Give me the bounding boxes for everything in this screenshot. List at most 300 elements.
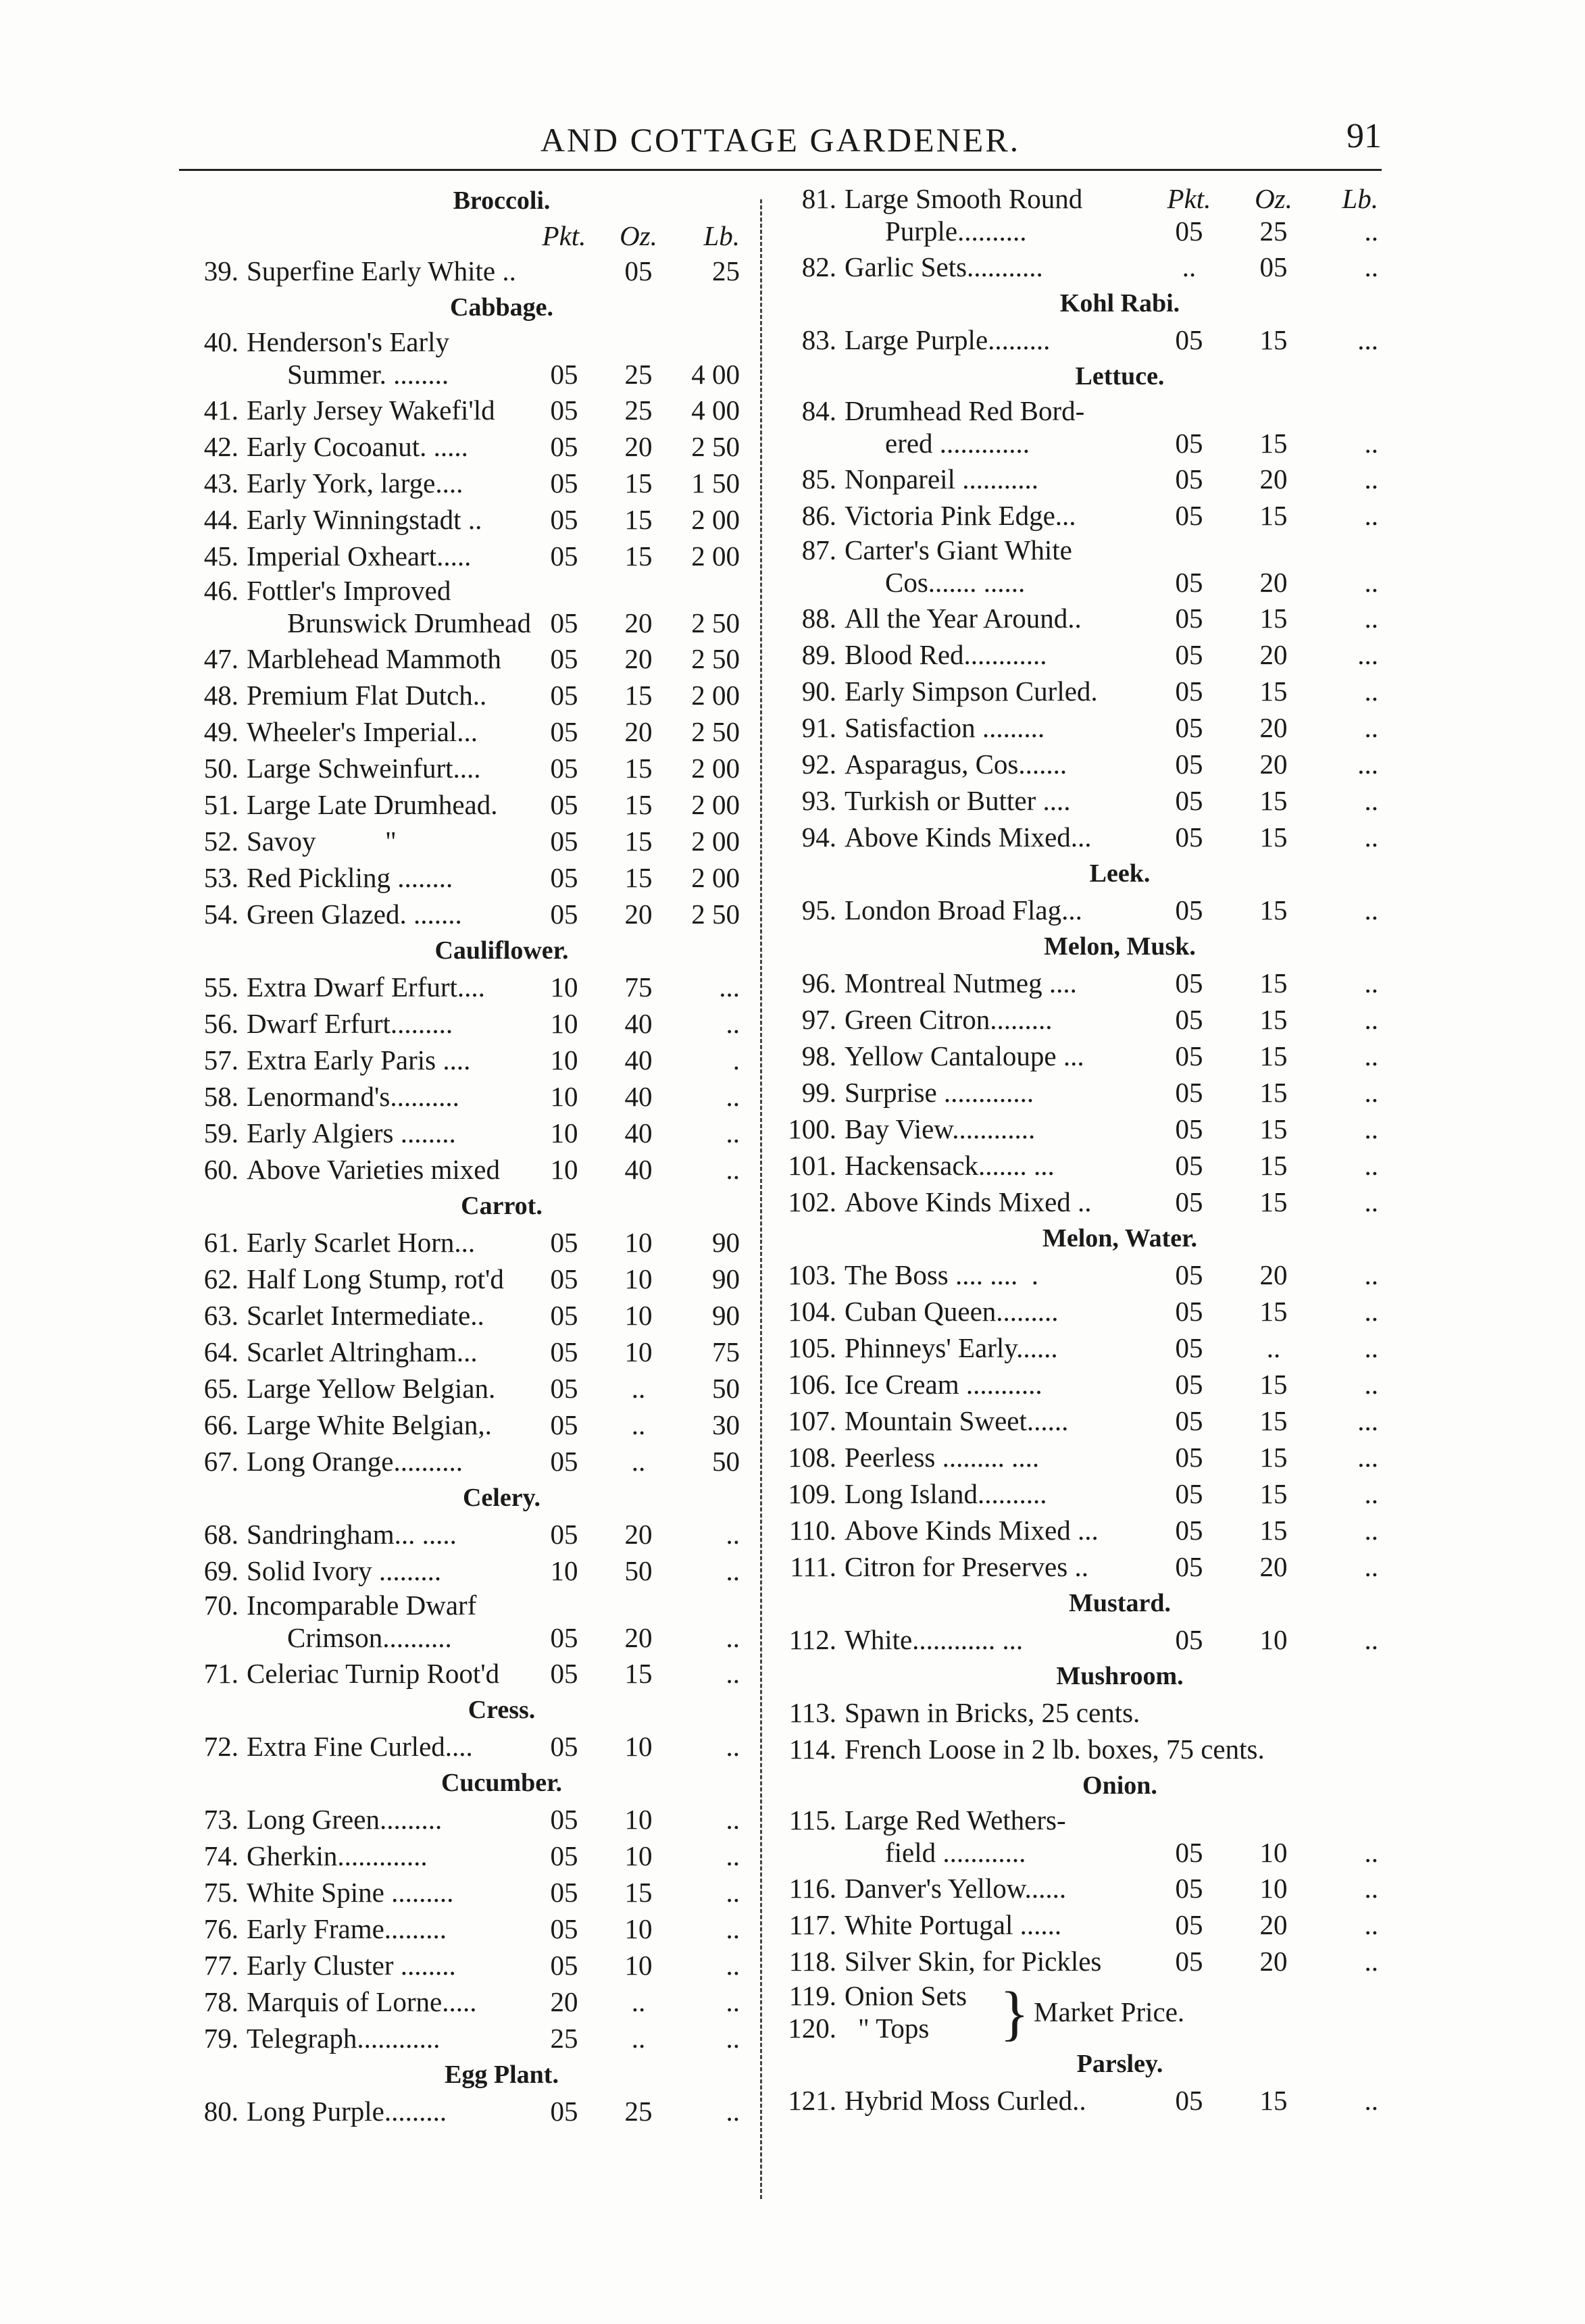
item-number: 51. xyxy=(203,789,238,820)
price-oz: 15 xyxy=(624,826,653,857)
price-lb: .. xyxy=(726,1658,740,1689)
seed-row xyxy=(777,1548,1382,1585)
price-lb: .. xyxy=(726,2096,740,2127)
seed-row xyxy=(179,501,743,538)
price-oz: 20 xyxy=(624,716,653,747)
price-lb: 2 50 xyxy=(691,431,740,462)
price-lb: 90 xyxy=(712,1263,740,1294)
price-oz: 20 xyxy=(1259,639,1288,670)
item-number: 96. xyxy=(801,967,836,999)
seed-row xyxy=(179,253,743,289)
price-oz: 15 xyxy=(1259,1369,1288,1400)
item-name: Long Orange.......... xyxy=(247,1446,463,1477)
item-name-line2: Purple.......... xyxy=(885,216,1027,247)
price-lb: 2 50 xyxy=(691,716,740,747)
price-lb: .. xyxy=(1364,1186,1378,1217)
price-lb: .. xyxy=(1364,967,1378,999)
price-pkt: .. xyxy=(1182,251,1197,282)
price-pkt: 05 xyxy=(1175,894,1203,926)
item-name: London Broad Flag... xyxy=(845,894,1082,926)
item-number: 50. xyxy=(203,753,238,784)
item-name: Celeriac Turnip Root'd xyxy=(247,1658,500,1689)
price-lb: 2 00 xyxy=(691,862,740,893)
price-lb: .. xyxy=(1364,251,1378,282)
item-name: Large Yellow Belgian. xyxy=(247,1373,496,1404)
item-number: 55. xyxy=(203,971,238,1003)
section-heading: Cress. xyxy=(468,1696,536,1724)
price-pkt: 05 xyxy=(550,1804,578,1835)
item-number: 61. xyxy=(203,1227,238,1258)
item-number: 43. xyxy=(203,468,238,499)
item-number: 73. xyxy=(203,1804,238,1835)
item-name-line1: Onion Sets xyxy=(845,1980,967,2011)
item-name: Lenormand's.......... xyxy=(247,1081,459,1112)
item-name: Marblehead Mammoth xyxy=(247,643,501,674)
price-pkt: 05 xyxy=(550,1622,578,1653)
price-oz: 15 xyxy=(1259,1077,1288,1108)
item-name: Long Island.......... xyxy=(845,1478,1047,1509)
price-lb: .. xyxy=(726,1840,740,1871)
item-number: 49. xyxy=(203,716,238,747)
price-pkt: 05 xyxy=(550,643,578,674)
item-number: 60. xyxy=(203,1154,238,1185)
item-number: 84. xyxy=(801,395,836,426)
price-pkt: 05 xyxy=(1175,1478,1203,1509)
item-name: All the Year Around.. xyxy=(845,603,1082,634)
price-oz: 20 xyxy=(1259,712,1288,743)
price-pkt: 05 xyxy=(1175,1004,1203,1035)
price-oz: 25 xyxy=(1259,216,1288,247)
item-name: Imperial Oxheart..... xyxy=(247,540,472,572)
price-pkt: 05 xyxy=(550,1446,578,1477)
item-number: 116. xyxy=(788,1873,836,1904)
item-number: 81. xyxy=(801,183,836,214)
item-name xyxy=(247,326,449,390)
item-number: 79. xyxy=(203,2023,238,2054)
item-name: Extra Fine Curled.... xyxy=(247,1731,473,1762)
item-name xyxy=(845,534,1072,599)
item-number: 115. xyxy=(788,1804,836,1836)
price-pkt: 20 xyxy=(550,1986,578,2017)
price-lb: 4 00 xyxy=(691,395,740,426)
price-oz: 15 xyxy=(1259,1186,1288,1217)
item-number: 70. xyxy=(203,1590,238,1621)
seed-row xyxy=(179,465,743,501)
price-lb: .. xyxy=(1364,567,1378,598)
item-number: 71. xyxy=(203,1658,238,1689)
price-oz: 15 xyxy=(1259,1113,1288,1144)
item-number: 59. xyxy=(203,1117,238,1148)
price-pkt: 05 xyxy=(550,1373,578,1404)
item-number: 92. xyxy=(801,749,836,780)
price-pkt: 05 xyxy=(550,540,578,572)
seed-row xyxy=(179,1151,743,1188)
price-oz: 20 xyxy=(624,899,653,930)
item-number: 80. xyxy=(203,2096,238,2127)
seed-row xyxy=(777,1293,1382,1330)
seed-row xyxy=(179,1516,743,1552)
price-lb: .. xyxy=(1364,603,1378,634)
item-name-line1: Large Smooth Round xyxy=(845,183,1083,214)
price-lb: .. xyxy=(1364,785,1378,816)
item-name: Gherkin............. xyxy=(247,1840,428,1871)
price-lb: .. xyxy=(1364,1624,1378,1655)
price-oz: .. xyxy=(631,1373,646,1404)
section-heading: Cabbage. xyxy=(449,293,554,322)
price-lb: .. xyxy=(1364,1332,1378,1363)
item-number: 47. xyxy=(203,643,238,674)
price-pkt: 10 xyxy=(550,1044,578,1076)
item-number: 53. xyxy=(203,862,238,893)
item-name: Turkish or Butter .... xyxy=(845,785,1071,816)
column-header xyxy=(179,219,743,253)
price-oz: 20 xyxy=(1259,567,1288,598)
price-pkt: 05 xyxy=(1175,822,1203,853)
seed-row xyxy=(777,1403,1382,1439)
item-number: 66. xyxy=(203,1409,238,1440)
seed-row xyxy=(777,673,1382,709)
item-name: Surprise ............. xyxy=(845,1077,1034,1108)
seed-row xyxy=(777,1111,1382,1147)
price-lb: .. xyxy=(1364,1296,1378,1327)
item-name-line1: Fottler's Improved xyxy=(247,575,451,606)
price-oz: 10 xyxy=(1259,1837,1288,1868)
item-name: Superfine Early White .. xyxy=(247,255,516,286)
item-number: 104. xyxy=(788,1296,836,1327)
price-lb: 4 00 xyxy=(691,359,740,390)
price-pkt: 05 xyxy=(1175,785,1203,816)
item-name: Mountain Sweet...... xyxy=(845,1405,1069,1436)
price-pkt: 05 xyxy=(550,899,578,930)
price-pkt: 10 xyxy=(550,1154,578,1185)
price-oz: 20 xyxy=(1259,1259,1288,1290)
item-number: 100. xyxy=(788,1113,836,1144)
price-pkt: 05 xyxy=(550,862,578,893)
price-pkt: 05 xyxy=(550,716,578,747)
price-lb: .. xyxy=(1364,1873,1378,1904)
price-pkt: 05 xyxy=(1175,1405,1203,1436)
price-lb: ... xyxy=(1357,639,1378,670)
item-number: 56. xyxy=(203,1008,238,1039)
item-name: Premium Flat Dutch.. xyxy=(247,680,487,711)
item-name: Citron for Preserves .. xyxy=(845,1551,1088,1582)
price-lb: 2 50 xyxy=(691,899,740,930)
price-oz: 25 xyxy=(624,359,653,390)
header-pkt: Pkt. xyxy=(1167,183,1211,214)
seed-row xyxy=(777,1439,1382,1475)
price-oz: 20 xyxy=(1259,463,1288,495)
seed-row xyxy=(179,2093,743,2129)
price-lb: .. xyxy=(726,1622,740,1653)
item-number: 88. xyxy=(801,603,836,634)
price-pkt: 05 xyxy=(550,359,578,390)
price-oz: 15 xyxy=(624,468,653,499)
item-name: Marquis of Lorne..... xyxy=(247,1986,477,2017)
seed-row xyxy=(179,969,743,1005)
price-lb: .. xyxy=(1364,428,1378,459)
item-name: White Spine ......... xyxy=(247,1877,454,1908)
price-pkt: 05 xyxy=(550,680,578,711)
price-pkt: 05 xyxy=(1175,712,1203,743)
seed-row xyxy=(179,1911,743,1947)
price-pkt: 05 xyxy=(1175,1040,1203,1071)
seed-row xyxy=(777,2082,1382,2119)
price-lb: ... xyxy=(1357,1405,1378,1436)
item-name: Early Cocoanut. ..... xyxy=(247,431,468,462)
price-oz: 15 xyxy=(624,789,653,820)
item-name: Early York, large.... xyxy=(247,468,463,499)
header-pkt: Pkt. xyxy=(542,220,586,251)
price-oz: 20 xyxy=(1259,1909,1288,1940)
item-name: Long Purple......... xyxy=(247,2096,447,2127)
seed-row xyxy=(777,965,1382,1001)
price-pkt: 05 xyxy=(550,607,578,638)
price-pkt: 05 xyxy=(550,789,578,820)
item-number: 109. xyxy=(788,1478,836,1509)
price-pkt: 05 xyxy=(1175,1332,1203,1363)
seed-row xyxy=(179,1655,743,1692)
column-divider xyxy=(760,199,762,2199)
price-oz: 15 xyxy=(1259,967,1288,999)
price-oz: 10 xyxy=(624,1913,653,1944)
seed-row xyxy=(777,1184,1382,1220)
seed-row xyxy=(179,392,743,428)
price-lb: .. xyxy=(1364,463,1378,495)
item-name-line1: Drumhead Red Bord- xyxy=(845,395,1085,426)
seed-row xyxy=(777,322,1382,358)
item-name: Early Frame......... xyxy=(247,1913,447,1944)
item-name: Asparagus, Cos....... xyxy=(845,749,1067,780)
section-heading: Mustard. xyxy=(1069,1589,1171,1617)
price-oz: 10 xyxy=(624,1731,653,1762)
seed-row xyxy=(777,1804,1382,1870)
price-lb: .. xyxy=(726,1008,740,1039)
item-name-line1: Henderson's Early xyxy=(247,326,449,357)
price-oz: 20 xyxy=(624,1519,653,1550)
price-oz: 10 xyxy=(1259,1624,1288,1655)
price-oz: 20 xyxy=(624,607,653,638)
item-number: 46. xyxy=(203,575,238,606)
item-name: Long Green......... xyxy=(247,1804,443,1835)
item-name: Solid Ivory ......... xyxy=(247,1555,442,1586)
price-oz: 40 xyxy=(624,1154,653,1185)
price-oz: 15 xyxy=(624,753,653,784)
price-oz: 10 xyxy=(624,1840,653,1871)
price-oz: 10 xyxy=(624,1300,653,1331)
item-name xyxy=(845,395,1084,459)
item-number: 87. xyxy=(801,534,836,565)
price-lb: ... xyxy=(719,971,740,1003)
item-number: 68. xyxy=(203,1519,238,1550)
price-pkt: 05 xyxy=(1175,749,1203,780)
price-lb: .. xyxy=(726,2023,740,2054)
item-name: Above Kinds Mixed .. xyxy=(845,1186,1092,1217)
price-oz: 15 xyxy=(1259,822,1288,853)
price-pkt: 05 xyxy=(550,2096,578,2127)
seed-row xyxy=(777,1330,1382,1366)
seed-row xyxy=(179,1874,743,1911)
item-number: 42. xyxy=(203,431,238,462)
price-pkt: 05 xyxy=(1175,463,1203,495)
seed-row xyxy=(179,1334,743,1370)
price-lb: .. xyxy=(1364,1113,1378,1144)
item-number: 72. xyxy=(203,1731,238,1762)
price-pkt: 05 xyxy=(550,826,578,857)
seed-row xyxy=(179,1984,743,2020)
price-lb: .. xyxy=(1364,2085,1378,2116)
section-heading: Egg Plant. xyxy=(445,2061,559,2089)
seed-row xyxy=(777,1475,1382,1512)
price-pkt: 05 xyxy=(550,1840,578,1871)
price-lb: . xyxy=(732,1044,740,1076)
seed-row xyxy=(777,461,1382,497)
seed-row xyxy=(179,1589,743,1655)
seed-row xyxy=(179,1370,743,1407)
seed-row xyxy=(179,428,743,465)
item-name: The Boss .... .... . xyxy=(845,1259,1038,1290)
item-number: 63. xyxy=(203,1300,238,1331)
seed-row xyxy=(179,1801,743,1838)
item-number: 94. xyxy=(801,822,836,853)
seed-row xyxy=(777,600,1382,636)
price-pkt: 05 xyxy=(550,431,578,462)
item-number: 117. xyxy=(788,1909,836,1940)
item-number: 95. xyxy=(801,894,836,926)
seed-row xyxy=(777,497,1382,534)
item-number: 52. xyxy=(203,826,238,857)
price-oz: 15 xyxy=(1259,428,1288,459)
item-name: Garlic Sets........... xyxy=(845,251,1043,282)
price-oz: 20 xyxy=(1259,1946,1288,1977)
item-number: 121. xyxy=(788,2085,836,2116)
price-lb: .. xyxy=(1364,216,1378,247)
item-name: Large Late Drumhead. xyxy=(247,789,498,820)
item-name: Silver Skin, for Pickles xyxy=(845,1946,1102,1977)
seed-row xyxy=(777,1147,1382,1184)
price-pkt: 05 xyxy=(1175,216,1203,247)
section-heading: Kohl Rabi. xyxy=(1059,289,1180,318)
item-number: 103. xyxy=(788,1259,836,1290)
page-number: 91 xyxy=(1347,117,1382,155)
price-pkt: 05 xyxy=(1175,1624,1203,1655)
seed-row xyxy=(777,709,1382,746)
seed-row xyxy=(179,1297,743,1334)
item-name xyxy=(845,182,1082,247)
section-heading: Lettuce. xyxy=(1075,362,1165,390)
seed-row xyxy=(777,395,1382,461)
section-heading: Melon, Water. xyxy=(1042,1224,1198,1253)
item-name: Ice Cream ........... xyxy=(845,1369,1042,1400)
item-name-line2: Crimson.......... xyxy=(287,1622,452,1653)
price-lb: 2 00 xyxy=(691,826,740,857)
price-oz: .. xyxy=(631,1409,646,1440)
item-names xyxy=(845,1979,967,2044)
price-oz: .. xyxy=(631,2023,646,2054)
item-number: 91. xyxy=(801,712,836,743)
item-name: Victoria Pink Edge... xyxy=(845,500,1076,531)
market-price-note: Market Price. xyxy=(1034,1996,1185,2027)
price-oz: 50 xyxy=(624,1555,653,1586)
item-name: Cuban Queen......... xyxy=(845,1296,1059,1327)
seed-row xyxy=(179,1443,743,1480)
price-pkt: 05 xyxy=(550,753,578,784)
price-lb: .. xyxy=(1364,1478,1378,1509)
price-oz: 20 xyxy=(624,643,653,674)
seed-row xyxy=(179,1115,743,1151)
seed-row xyxy=(179,640,743,677)
item-number: 67. xyxy=(203,1446,238,1477)
price-oz: 05 xyxy=(624,255,653,286)
price-pkt: 10 xyxy=(550,1081,578,1112)
price-lb: 2 00 xyxy=(691,540,740,572)
item-name: Above Varieties mixed xyxy=(247,1154,500,1185)
seed-row xyxy=(179,1838,743,1874)
item-name-line2: Summer. ........ xyxy=(287,359,449,390)
item-number: 86. xyxy=(801,500,836,531)
item-number: 97. xyxy=(801,1004,836,1035)
item-name xyxy=(247,1589,476,1654)
price-oz: 15 xyxy=(1259,2085,1288,2116)
section-heading: Parsley. xyxy=(1076,2050,1163,2078)
item-text: French Loose in 2 lb. boxes, 75 cents. xyxy=(845,1734,1265,1765)
item-name-line2: Brunswick Drumhead xyxy=(287,607,531,638)
price-lb: .. xyxy=(726,1877,740,1908)
item-name: Scarlet Intermediate.. xyxy=(247,1300,484,1331)
price-pkt: 05 xyxy=(1175,1837,1203,1868)
price-lb: .. xyxy=(1364,822,1378,853)
item-text: Spawn in Bricks, 25 cents. xyxy=(845,1697,1140,1728)
seed-row xyxy=(777,1512,1382,1548)
item-number: 58. xyxy=(203,1081,238,1112)
price-oz: 15 xyxy=(624,540,653,572)
item-number: 108. xyxy=(788,1442,836,1473)
price-oz: 15 xyxy=(1259,785,1288,816)
price-pkt: 05 xyxy=(550,1263,578,1294)
item-name: Large Purple......... xyxy=(845,324,1051,355)
seed-row xyxy=(179,713,743,750)
section-heading: Broccoli. xyxy=(453,186,551,215)
price-lb: .. xyxy=(1364,1077,1378,1108)
price-pkt: 05 xyxy=(1175,603,1203,634)
seed-row xyxy=(777,1366,1382,1403)
seed-row xyxy=(777,1001,1382,1038)
item-name: Extra Early Paris .... xyxy=(247,1044,471,1076)
price-oz: 05 xyxy=(1259,251,1288,282)
item-number: 106. xyxy=(788,1369,836,1400)
price-oz: 25 xyxy=(624,395,653,426)
price-pkt: 05 xyxy=(1175,1551,1203,1582)
price-oz: 15 xyxy=(624,1877,653,1908)
item-name xyxy=(845,1804,1066,1869)
price-pkt: 10 xyxy=(550,971,578,1003)
item-number: 102. xyxy=(788,1186,836,1217)
price-lb: .. xyxy=(726,1519,740,1550)
item-number: 90. xyxy=(801,676,836,707)
price-pkt: 05 xyxy=(1175,428,1203,459)
item-number: 48. xyxy=(203,680,238,711)
item-name: Extra Dwarf Erfurt.... xyxy=(247,971,485,1003)
item-number: 65. xyxy=(203,1373,238,1404)
price-oz: 20 xyxy=(1259,1551,1288,1582)
price-lb: .. xyxy=(1364,1837,1378,1868)
item-number: 112. xyxy=(788,1624,836,1655)
seed-row xyxy=(179,1224,743,1261)
running-title: AND COTTAGE GARDENER. xyxy=(540,121,1021,159)
seed-row xyxy=(777,534,1382,600)
seed-row xyxy=(179,859,743,896)
price-oz: 15 xyxy=(1259,1405,1288,1436)
item-name-line1: Carter's Giant White xyxy=(845,534,1072,565)
